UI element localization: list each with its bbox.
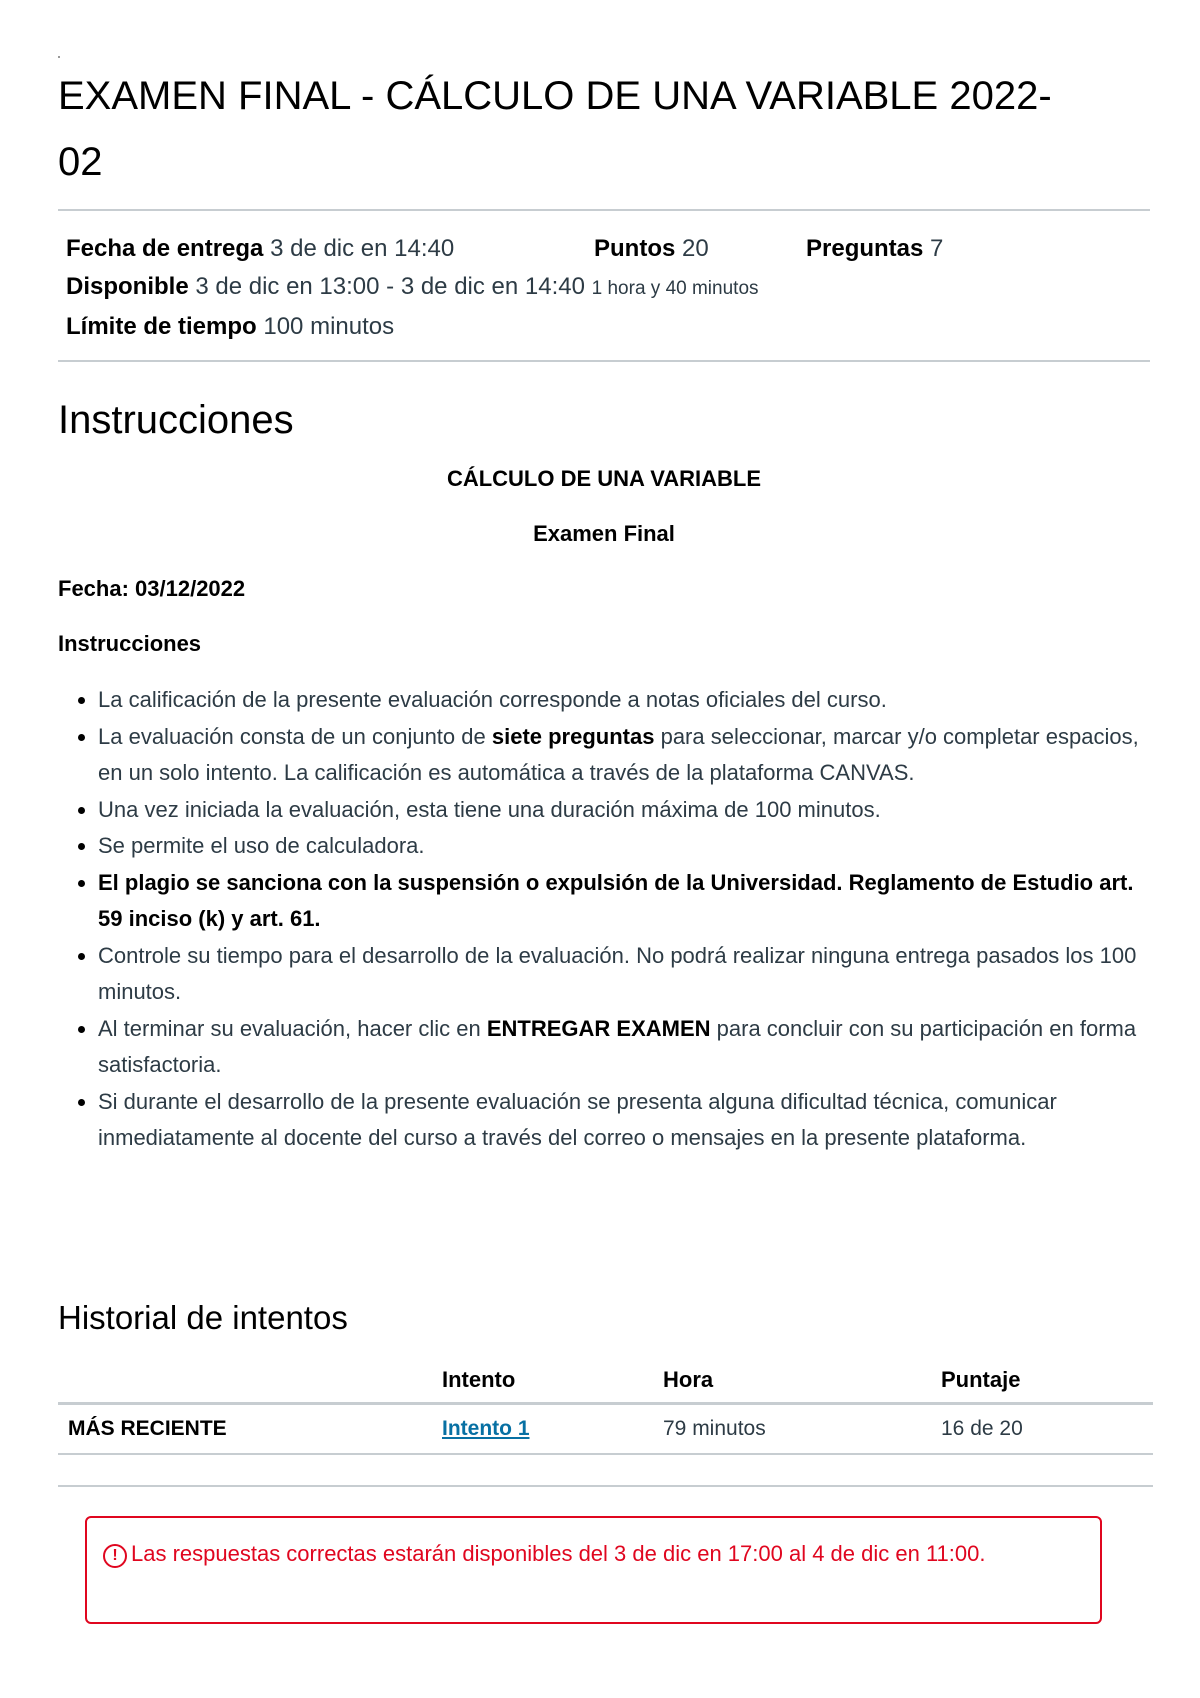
instruction-item	[98, 938, 1148, 1011]
points	[594, 230, 806, 268]
instruction-item	[98, 865, 1148, 938]
available-label: Disponible	[66, 273, 189, 300]
attempt-cell	[442, 1404, 663, 1455]
due-date	[66, 230, 594, 268]
col-header-attempt: Intento	[442, 1358, 663, 1404]
instruction-text: Una vez iniciada la evaluación, esta tiene una duración máxima de 100 minutos.	[98, 796, 881, 822]
instruction-item	[98, 792, 1148, 829]
instruction-item	[98, 1011, 1148, 1084]
instruction-text: Al terminar su evaluación, hacer clic en	[98, 1015, 487, 1041]
instruction-emphasis: El plagio se sanciona con la suspensión o expulsión de la Universidad. Reglamento de Estudio art. 59 inciso (k) y art. 61.	[98, 869, 1134, 931]
instruction-text: Controle su tiempo para el desarrollo de la evaluación. No podrá realizar ninguna entrega pasados los 100 minutos.	[98, 942, 1137, 1004]
table-row	[58, 1404, 1153, 1455]
attempts-table	[58, 1358, 1153, 1455]
instruction-item	[98, 1084, 1148, 1157]
exclamation-circle-icon: !	[103, 1544, 127, 1568]
instruction-text: Se permite el uso de calculadora.	[98, 833, 425, 858]
instruction-item	[98, 682, 1148, 719]
meta-row-1	[66, 230, 1150, 268]
attempt-link[interactable]: Intento 1	[442, 1417, 530, 1440]
attempt-time: 79 minutos	[663, 1404, 941, 1455]
time-limit-label: Límite de tiempo	[66, 313, 257, 340]
alert-text: Las respuestas correctas estarán disponibles del 3 de dic en 17:00 al 4 de dic en 11:00.	[131, 1541, 986, 1566]
col-header-score: Puntaje	[941, 1358, 1153, 1404]
instruction-item	[98, 828, 1148, 865]
points-value: 20	[682, 235, 709, 262]
attempt-score: 16 de 20	[941, 1404, 1153, 1455]
due-date-label: Fecha de entrega	[66, 235, 264, 262]
instructions-subheading: Instrucciones	[58, 631, 202, 656]
quiz-meta	[58, 211, 1150, 360]
time-limit-value: 100 minutos	[263, 313, 395, 340]
exam-date: Fecha: 03/12/2022	[58, 576, 246, 601]
meta-row-3	[66, 308, 1150, 346]
quiz-page	[58, 0, 1150, 1566]
questions-label: Preguntas	[806, 235, 924, 262]
attempts-header-row	[58, 1358, 1153, 1404]
meta-row-2	[66, 268, 1150, 308]
exam-title: Examen Final	[533, 521, 675, 546]
course-title: CÁLCULO DE UNA VARIABLE	[446, 466, 762, 491]
instruction-text: La evaluación consta de un conjunto de	[98, 723, 492, 749]
header-bottom-divider	[58, 360, 1150, 362]
available-duration: 1 hora y 40 minutos	[591, 278, 759, 299]
instruction-text: La calificación de la presente evaluación corresponde a notas oficiales del curso.	[98, 687, 887, 712]
instruction-item	[98, 719, 1148, 792]
attempt-row-label: MÁS RECIENTE	[58, 1404, 442, 1455]
history-bottom-divider	[58, 1485, 1153, 1487]
questions-value: 7	[930, 235, 944, 262]
history-heading: Historial de intentos	[58, 1299, 348, 1336]
due-date-value: 3 de dic en 14:40	[270, 235, 455, 262]
questions	[806, 230, 943, 268]
instruction-text: para seleccionar, marcar y/o completar espacios, en un solo intento. La calificación es automática a través de la plataforma CANVAS.	[98, 723, 1139, 785]
instruction-emphasis: ENTREGAR EXAMEN	[486, 1015, 711, 1041]
instructions-heading: Instrucciones	[58, 398, 294, 442]
available-value: 3 de dic en 13:00 - 3 de dic en 14:40	[195, 273, 585, 300]
page-title: EXAMEN FINAL - CÁLCULO DE UNA VARIABLE 2022-02	[58, 74, 1052, 184]
points-label: Puntos	[594, 235, 676, 262]
instructions-list	[58, 682, 1148, 1157]
col-header-time: Hora	[663, 1358, 941, 1404]
instruction-emphasis: siete preguntas	[491, 723, 655, 749]
instruction-text: para concluir con su participación en forma satisfactoria.	[98, 1015, 1137, 1077]
col-header-label	[58, 1358, 442, 1404]
instruction-text: Si durante el desarrollo de la presente evaluación se presenta alguna dificultad técnica, comunicar inmediatamente al docente del curso a través del correo o mensajes en la presente plataforma.	[98, 1088, 1057, 1150]
answers-availability-alert	[85, 1516, 1102, 1624]
